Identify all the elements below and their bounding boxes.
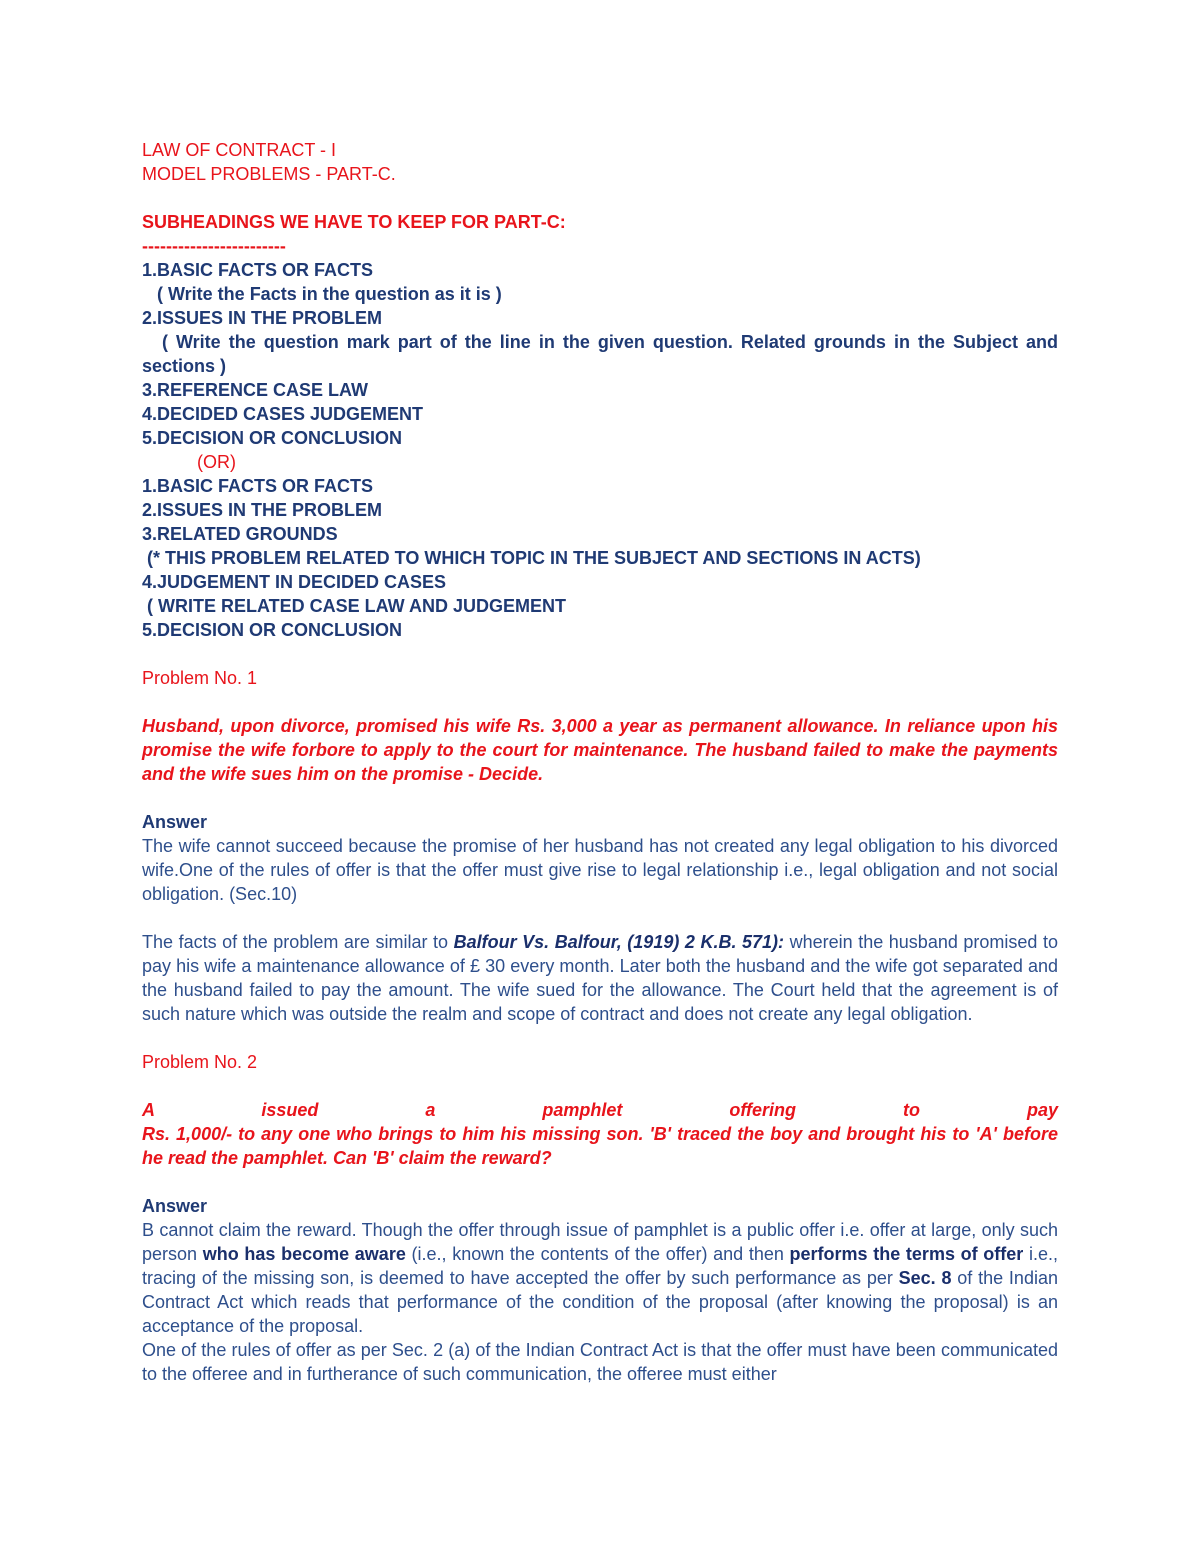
list-b-item-2: 2.ISSUES IN THE PROBLEM xyxy=(142,500,383,520)
problem-2-heading: Problem No. 2 xyxy=(142,1052,258,1072)
list-a-item-4: 4.DECIDED CASES JUDGEMENT xyxy=(142,404,424,424)
problem-1-question: Husband, upon divorce, promised his wife Rs. 3,000 a year as permanent allowance. In reliance upon his promise the wife forbore to apply to the court for maintenance. The husband failed to make the payments and the wife sues him on the promise - Decide. xyxy=(142,716,1058,784)
answer-text: of the Indian Contract Act which reads that performance of the condition of the proposal (after knowing the proposal) is an acceptance of the proposal. xyxy=(142,1268,1058,1336)
answer-text: (i.e., known the contents of the offer) and then xyxy=(405,1244,790,1264)
list-a-item-2: 2.ISSUES IN THE PROBLEM xyxy=(142,308,383,328)
emphasis-performs: performs the terms of offer xyxy=(789,1244,1024,1264)
list-a-item-5: 5.DECISION OR CONCLUSION xyxy=(142,428,403,448)
emphasis-aware: who has become aware xyxy=(202,1244,406,1264)
problem-2-answer-label: Answer xyxy=(142,1196,208,1216)
case-citation: Balfour Vs. Balfour, (1919) 2 K.B. 571): xyxy=(453,932,785,952)
problem-2-answer-paragraph-2: One of the rules of offer as per Sec. 2 (a) of the Indian Contract Act is that the offer must have been communicated to the offeree and in furtherance of such communication, the offeree must either xyxy=(142,1340,1058,1384)
list-a-note-2: ( Write the question mark part of the line in the given question. Related grounds in the Subject and sections ) xyxy=(142,332,1058,376)
problem-1-answer-paragraph-1: The wife cannot succeed because the promise of her husband has not created any legal obligation to his divorced wife.One of the rules of offer is that the offer must give rise to legal relationship i.e., legal obligation and not social obligation. (Sec.10) xyxy=(142,836,1058,904)
problem-1-answer-label: Answer xyxy=(142,812,208,832)
list-b-item-5: 5.DECISION OR CONCLUSION xyxy=(142,620,403,640)
list-b-item-3: 3.RELATED GROUNDS xyxy=(142,524,338,544)
list-b-item-4: 4.JUDGEMENT IN DECIDED CASES xyxy=(142,572,447,592)
subheadings-title: SUBHEADINGS WE HAVE TO KEEP FOR PART-C: xyxy=(142,212,566,232)
problem-1-answer-paragraph-2 xyxy=(142,930,1058,1026)
problem-2-question-line-1: A issued a pamphlet offering to pay xyxy=(142,1100,1058,1120)
answer-text: B cannot claim the reward. Though the offer through issue of pamphlet is a public offer i.e. offer at large, only such person xyxy=(142,1220,1058,1264)
problem-2-answer-paragraph-1 xyxy=(142,1218,1058,1338)
list-b-note-4: ( WRITE RELATED CASE LAW AND JUDGEMENT xyxy=(142,596,567,616)
document-subtitle: MODEL PROBLEMS - PART-C. xyxy=(142,164,396,184)
list-b-note-3: (* THIS PROBLEM RELATED TO WHICH TOPIC IN THE SUBJECT AND SECTIONS IN ACTS) xyxy=(142,548,921,568)
document-title: LAW OF CONTRACT - I xyxy=(142,140,337,160)
list-a-item-3: 3.REFERENCE CASE LAW xyxy=(142,380,369,400)
subheadings-rule: ------------------------ xyxy=(142,236,286,256)
answer-text: The facts of the problem are similar to xyxy=(142,932,454,952)
or-label: (OR) xyxy=(197,452,236,472)
answer-text: i.e., tracing of the missing son, is deemed to have accepted the offer by such performance as per xyxy=(142,1244,1059,1288)
emphasis-section: Sec. 8 xyxy=(898,1268,952,1288)
answer-text: wherein the husband promised to pay his wife a maintenance allowance of £ 30 every month. Later both the husband and the wife got separated and the husband failed to pay the amount. The wife sued for the allowance. The Court held that the agreement is of such nature which was outside the realm and scope of contract and does not create any legal obligation. xyxy=(142,932,1059,1024)
problem-1-heading: Problem No. 1 xyxy=(142,668,258,688)
list-b-item-1: 1.BASIC FACTS OR FACTS xyxy=(142,476,374,496)
problem-2-question-rest: Rs. 1,000/- to any one who brings to him his missing son. 'B' traced the boy and brought his to 'A' before he read the pamphlet. Can 'B' claim the reward? xyxy=(142,1124,1058,1168)
list-a-item-1: 1.BASIC FACTS OR FACTS xyxy=(142,260,374,280)
list-a-note-1: ( Write the Facts in the question as it is ) xyxy=(142,284,502,304)
